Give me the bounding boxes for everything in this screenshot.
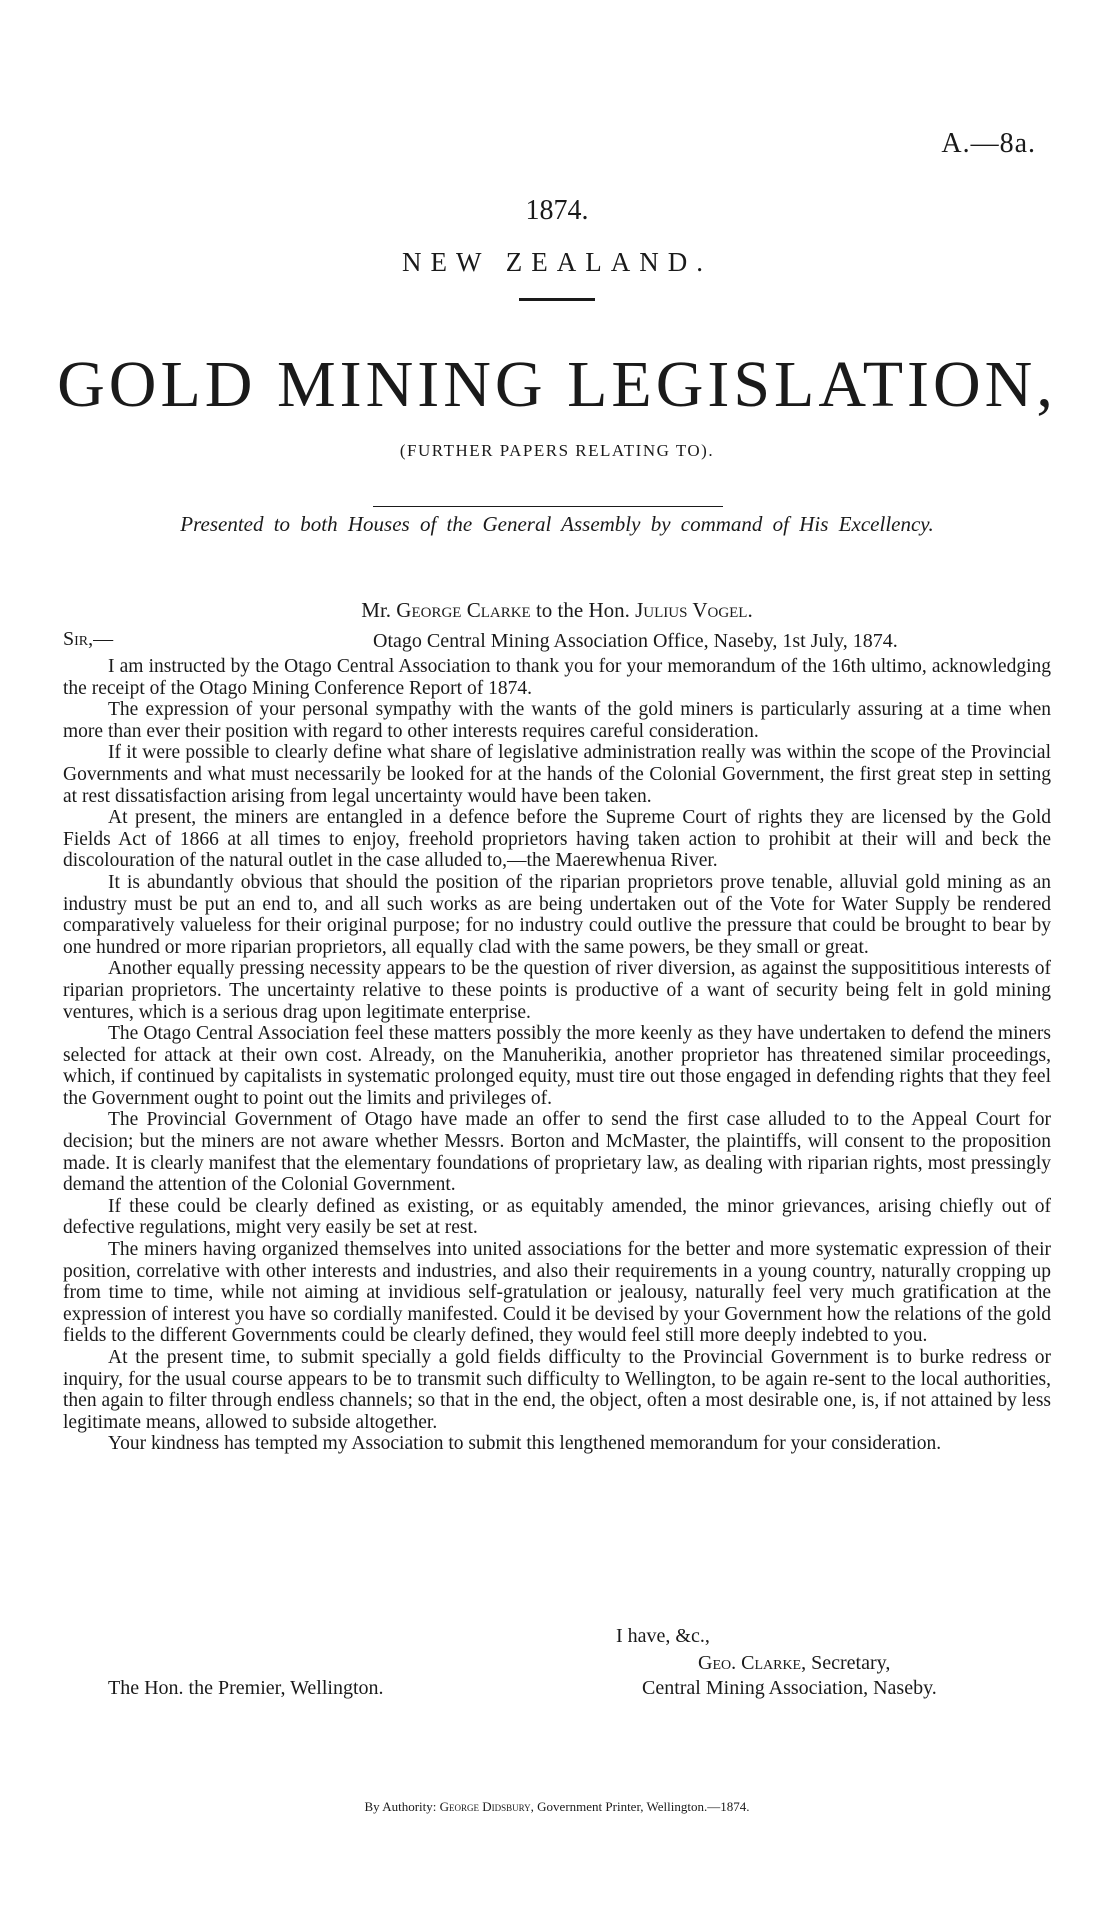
paragraph: It is abundantly obvious that should the position of the riparian proprietors prove tenable, alluvial gold mining as an industry must be put an end to, and all such works as are being undertaken out of the Vote for Water Supply be rendered comparatively valueless for their original purpose; for no industry could outlive the pressure that could be brought to bear by one hundred or more riparian proprietors, all equally clad with the same powers, be they small or great. xyxy=(63,871,1051,958)
footer-suffix: Government Printer, Wellington.—1874. xyxy=(537,1799,750,1814)
salutation: Sir,— xyxy=(63,628,114,650)
title-divider xyxy=(519,298,595,301)
paragraph: At the present time, to submit specially a gold fields difficulty to the Provincial Government is to burke redress or inquiry, for the usual course appears to be to transmit such difficulty to Wellington, to be again re-sent to the local authorities, then again to filter through endless channels; so that in the end, the object, often a most desirable one, is, if not attained by less legitimate means, allowed to subside altogether. xyxy=(63,1347,1051,1433)
footer-prefix: By Authority: xyxy=(364,1799,437,1814)
letter-sender: George Clarke xyxy=(396,598,531,622)
heading-prefix: Mr. xyxy=(361,598,392,622)
paragraph: Another equally pressing necessity appears to be the question of river diversion, as against the supposititious interests of riparian proprietors. The uncertainty relative to these points is productive of a want of security being felt in gold mining ventures, which is a serious drag upon legitimate enterprise. xyxy=(63,958,1051,1023)
letter-body xyxy=(63,656,1051,1455)
paragraph: At present, the miners are entangled in a defence before the Supreme Court of rights they are licensed by the Gold Fields Act of 1866 at all times to enjoy, freehold proprietors having taken action to prohibit at their will and beck the discolouration of the natural outlet in the case alluded to,—the Maerewhenua River. xyxy=(63,807,1051,872)
document-subtitle: (FURTHER PAPERS RELATING TO). xyxy=(399,441,715,460)
footer-printer: George Didsbury, xyxy=(439,1799,534,1814)
heading-to-word: to the Hon. xyxy=(535,598,630,622)
paragraph: The Provincial Government of Otago have made an offer to send the first case alluded to to the Appeal Court for decision; but the miners are not aware whether Messrs. Borton and McMaster, the plaintiffs, will consent to the proposition made. It is clearly manifest that the elementary foundations of proprietary law, as dealing with riparian rights, most pressingly demand the attention of the Colonial Government. xyxy=(63,1109,1051,1196)
signature-organization: Central Mining Association, Naseby. xyxy=(642,1677,937,1699)
paragraph: If it were possible to clearly define what share of legislative administration really was within the scope of the Provincial Governments and what must necessarily be looked for at the hands of the Colonial Government, the first great step in setting at rest dissatisfaction arising from legal uncertainty would have been taken. xyxy=(63,742,1051,807)
paragraph: The expression of your personal sympathy with the wants of the gold miners is particularly assuring at a time when more than ever their position with regard to other interests requires careful consideration. xyxy=(63,699,1051,742)
paragraph: I am instructed by the Otago Central Association to thank you for your memorandum of the 16th ultimo, acknowledging the receipt of the Otago Mining Conference Report of 1874. xyxy=(63,656,1051,699)
paragraph: Your kindness has tempted my Association to submit this lengthened memorandum for your consideration. xyxy=(108,1433,942,1455)
subtitle-divider xyxy=(373,506,723,507)
address-line: Otago Central Mining Association Office, Naseby, 1st July, 1874. xyxy=(373,630,898,652)
letter-recipient: Julius Vogel. xyxy=(635,598,753,622)
document-year: 1874. xyxy=(525,195,589,226)
printer-footer xyxy=(0,1799,1114,1815)
signature-name: Geo. Clarke, xyxy=(698,1652,807,1674)
letter-heading xyxy=(0,598,1114,623)
paragraph: If these could be clearly defined as existing, or as equitably amended, the minor grievances, arising chiefly out of defective regulations, might very easily be set at rest. xyxy=(63,1195,1051,1239)
paragraph: The Otago Central Association feel these matters possibly the more keenly as they have undertaken to defend the miners selected for attack at their own cost. Already, on the Manuherikia, another proprietor has threatened similar proceedings, which, if continued by capitalists in systematic prolonged equity, must tire out those engaged in defending rights that they feel the Government ought to point out the limits and privileges of. xyxy=(63,1023,1051,1109)
recipient-address: The Hon. the Premier, Wellington. xyxy=(108,1677,384,1699)
signature xyxy=(698,1652,890,1675)
paragraph: The miners having organized themselves into united associations for the better and more systematic expression of their position, correlative with other interests and industries, and also their requirements in a young country, naturally cropping up from time to time, while not aiming at invidious self-gratulation or jealousy, naturally feel very much gratification at the expression of interest you have so cordially manifested. Could it be devised by your Government how the relations of the gold fields to the different Governments could be clearly defined, they would feel still more deeply indebted to you. xyxy=(63,1239,1051,1347)
country-heading: NEW ZEALAND. xyxy=(402,247,712,277)
presentation-note: Presented to both Houses of the General Assembly by command of His Excellency. xyxy=(180,512,934,536)
signature-title: Secretary, xyxy=(811,1652,891,1674)
document-reference: A.—8a. xyxy=(941,128,1036,159)
document-title: GOLD MINING LEGISLATION, xyxy=(57,348,1057,421)
letter-closing: I have, &c., xyxy=(616,1625,710,1647)
